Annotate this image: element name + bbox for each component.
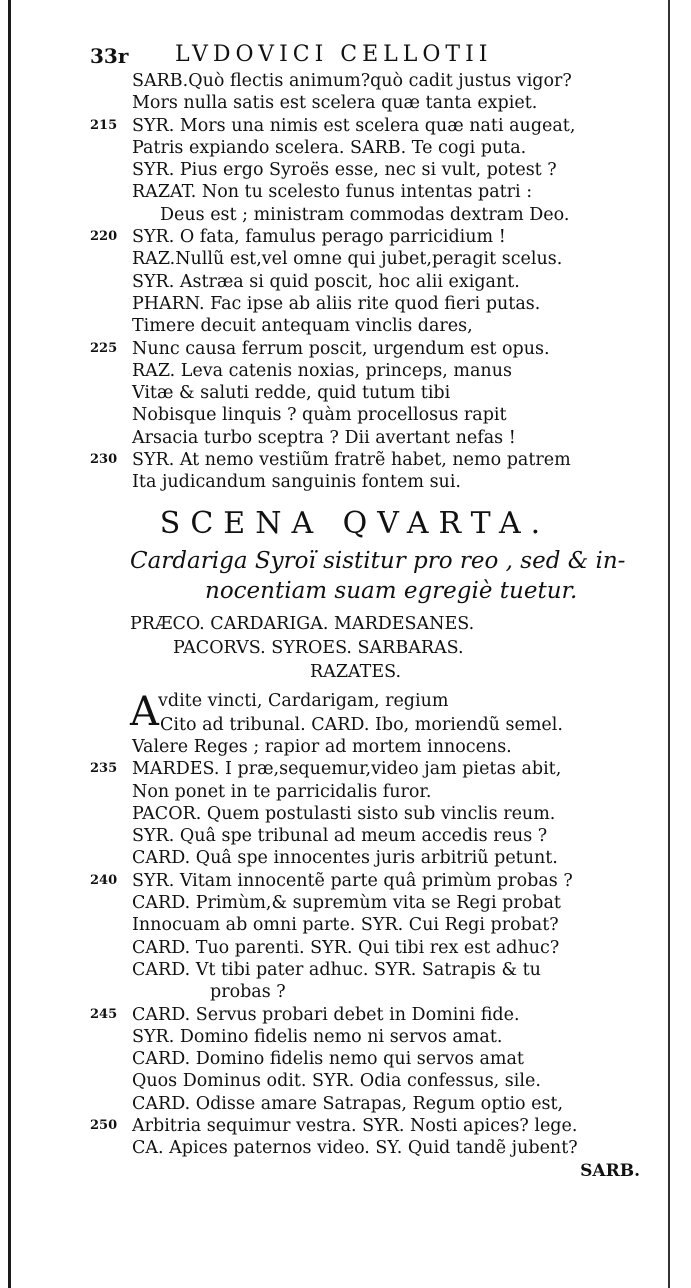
verse-text: SYR. O fata, famulus perago parricidium ! <box>132 227 506 248</box>
verse-text: Arsacia turbo sceptra ? Dii avertant nefas ! <box>132 427 516 448</box>
verse-line <box>60 382 650 404</box>
line-number: 240 <box>90 872 118 888</box>
page-edge-rule-right <box>668 0 670 1288</box>
verse-text: vdite vincti, Cardarigam, regium <box>158 690 449 711</box>
verse-text: SYR. Quâ spe tribunal ad meum accedis reus ? <box>132 826 548 847</box>
verse-text: PHARN. Fac ipse ab aliis rite quod fieri putas. <box>132 293 541 314</box>
verse-line <box>60 404 650 426</box>
line-number: 250 <box>90 1117 118 1133</box>
catchword: SARB. <box>580 1160 640 1181</box>
verse-line <box>60 781 650 803</box>
verse-line <box>60 959 650 981</box>
dramatis-personae-line-2: PACORVS. SYROES. SARBARAS. <box>173 637 464 658</box>
verse-line <box>60 1093 650 1115</box>
verse-line <box>60 937 650 959</box>
verse-text: Vitæ & saluti redde, quid tutum tibi <box>132 383 451 404</box>
verse-block-1 <box>60 70 650 494</box>
verse-text: SYR. Pius ergo Syroës esse, nec si vult, potest ? <box>132 160 557 181</box>
verse-text: Cito ad tribunal. CARD. Ibo, moriendũ semel. <box>160 714 563 735</box>
verse-text: Timere decuit antequam vinclis dares, <box>132 316 473 337</box>
verse-text: CARD. Tuo parenti. SYR. Qui tibi rex est adhuc? <box>132 937 560 958</box>
scene-argument-line-1: Cardariga Syroï sistitur pro reo , sed & in- <box>130 547 626 574</box>
verse-line <box>60 1048 650 1070</box>
verse-line <box>60 847 650 869</box>
verse-text: RAZ.Nullũ est,vel omne qui jubet,peragit scelus. <box>132 249 563 270</box>
verse-line <box>60 137 650 159</box>
verse-line <box>60 892 650 914</box>
verse-text: SYR. At nemo vestiũm fratrẽ habet, nemo patrem <box>132 450 571 471</box>
verse-line <box>60 1115 650 1137</box>
verse-line <box>60 471 650 493</box>
verse-text: Nunc causa ferrum poscit, urgendum est opus. <box>132 338 550 359</box>
verse-text: PACOR. Quem postulasti sisto sub vinclis reum. <box>132 803 556 824</box>
verse-text: CARD. Servus probari debet in Domini fide. <box>132 1004 520 1025</box>
verse-text: Ita judicandum sanguinis fontem sui. <box>132 472 461 493</box>
verse-text: SARB.Quò flectis animum?quò cadit justus vigor? <box>132 71 572 91</box>
line-number: 230 <box>90 452 118 468</box>
verse-line <box>60 825 650 847</box>
verse-text: CARD. Quâ spe innocentes juris arbitriũ petunt. <box>132 848 558 869</box>
verse-line <box>60 981 650 1003</box>
verse-text: Arbitria sequimur vestra. SYR. Nosti apices? lege. <box>132 1115 578 1136</box>
verse-block-2 <box>60 714 650 1160</box>
verse-text: SYR. Vitam innocentẽ parte quâ primùm probas ? <box>132 870 573 891</box>
verse-line <box>60 758 650 780</box>
dramatis-personae-line-3: RAZATES. <box>310 661 402 682</box>
verse-text: SYR. Domino fidelis nemo ni servos amat. <box>132 1026 503 1047</box>
scene-argument-line-2: nocentiam suam egregiè tuetur. <box>205 577 578 604</box>
verse-line <box>60 449 650 471</box>
verse-text: Quos Dominus odit. SYR. Odia confessus, sile. <box>132 1071 541 1092</box>
verse-text: CARD. Vt tibi pater adhuc. SYR. Satrapis & tu <box>132 959 541 980</box>
verse-line <box>60 271 650 293</box>
verse-line <box>60 714 650 736</box>
verse-text: RAZ. Leva catenis noxias, princeps, manus <box>132 360 512 381</box>
verse-line <box>60 1137 650 1159</box>
verse-line <box>60 115 650 137</box>
verse-text: Valere Reges ; rapior ad mortem innocens. <box>132 736 512 757</box>
verse-text: RAZAT. Non tu scelesto funus intentas patri : <box>132 182 533 203</box>
verse-text: Innocuam ab omni parte. SYR. Cui Regi probat? <box>132 915 559 936</box>
verse-text: CARD. Domino fidelis nemo qui servos amat <box>132 1049 524 1070</box>
verse-line <box>60 204 650 226</box>
verse-line <box>60 870 650 892</box>
verse-line <box>60 181 650 203</box>
verse-line <box>60 803 650 825</box>
verse-line <box>60 159 650 181</box>
page-number: 33r <box>90 44 129 68</box>
verse-text: SYR. Mors una nimis est scelera quæ nati augeat, <box>132 115 576 136</box>
verse-text: SYR. Astræa si quid poscit, hoc alii exigant. <box>132 271 520 292</box>
verse-text: probas ? <box>210 982 286 1003</box>
verse-text: CARD. Primùm,& supremùm vita se Regi probat <box>132 893 561 914</box>
line-number: 235 <box>90 761 118 777</box>
verse-text: CARD. Odisse amare Satrapas, Regum optio est, <box>132 1093 564 1114</box>
page-edge-rule-left <box>8 0 11 1288</box>
line-number: 220 <box>90 229 118 245</box>
verse-line <box>60 914 650 936</box>
verse-text: Non ponet in te parricidalis furor. <box>132 781 432 802</box>
verse-text: Deus est ; ministram commodas dextram Deo. <box>160 204 570 225</box>
line-number: 215 <box>90 117 118 133</box>
verse-line <box>60 70 650 92</box>
verse-line <box>60 1004 650 1026</box>
catchword-line <box>60 1160 650 1182</box>
verse-line <box>60 92 650 114</box>
verse-line <box>60 1026 650 1048</box>
drop-capital: A <box>130 688 159 735</box>
verse-line <box>60 360 650 382</box>
running-header <box>60 42 650 70</box>
running-title: LVDOVICI CELLOTII <box>175 42 493 67</box>
verse-line <box>60 736 650 758</box>
verse-line <box>60 338 650 360</box>
verse-line <box>60 293 650 315</box>
verse-text: Nobisque linquis ? quàm procellosus rapit <box>132 405 507 426</box>
verse-text: Patris expiando scelera. SARB. Te cogi puta. <box>132 137 527 158</box>
scene-heading: SCENA QVARTA. <box>159 505 551 541</box>
verse-line <box>60 1070 650 1092</box>
verse-text: MARDES. I præ,sequemur,video jam pietas abit, <box>132 759 562 780</box>
line-number: 225 <box>90 340 118 356</box>
verse-line <box>60 315 650 337</box>
dramatis-personae-line-1: PRÆCO. CARDARIGA. MARDESANES. <box>130 613 475 634</box>
verse-line <box>60 226 650 248</box>
verse-text: CA. Apices paternos video. SY. Quid tandẽ jubent? <box>132 1138 578 1159</box>
verse-text: Mors nulla satis est scelera quæ tanta expiet. <box>132 93 538 114</box>
book-page <box>60 42 650 1182</box>
line-number: 245 <box>90 1006 118 1022</box>
verse-line <box>60 427 650 449</box>
verse-line <box>60 248 650 270</box>
